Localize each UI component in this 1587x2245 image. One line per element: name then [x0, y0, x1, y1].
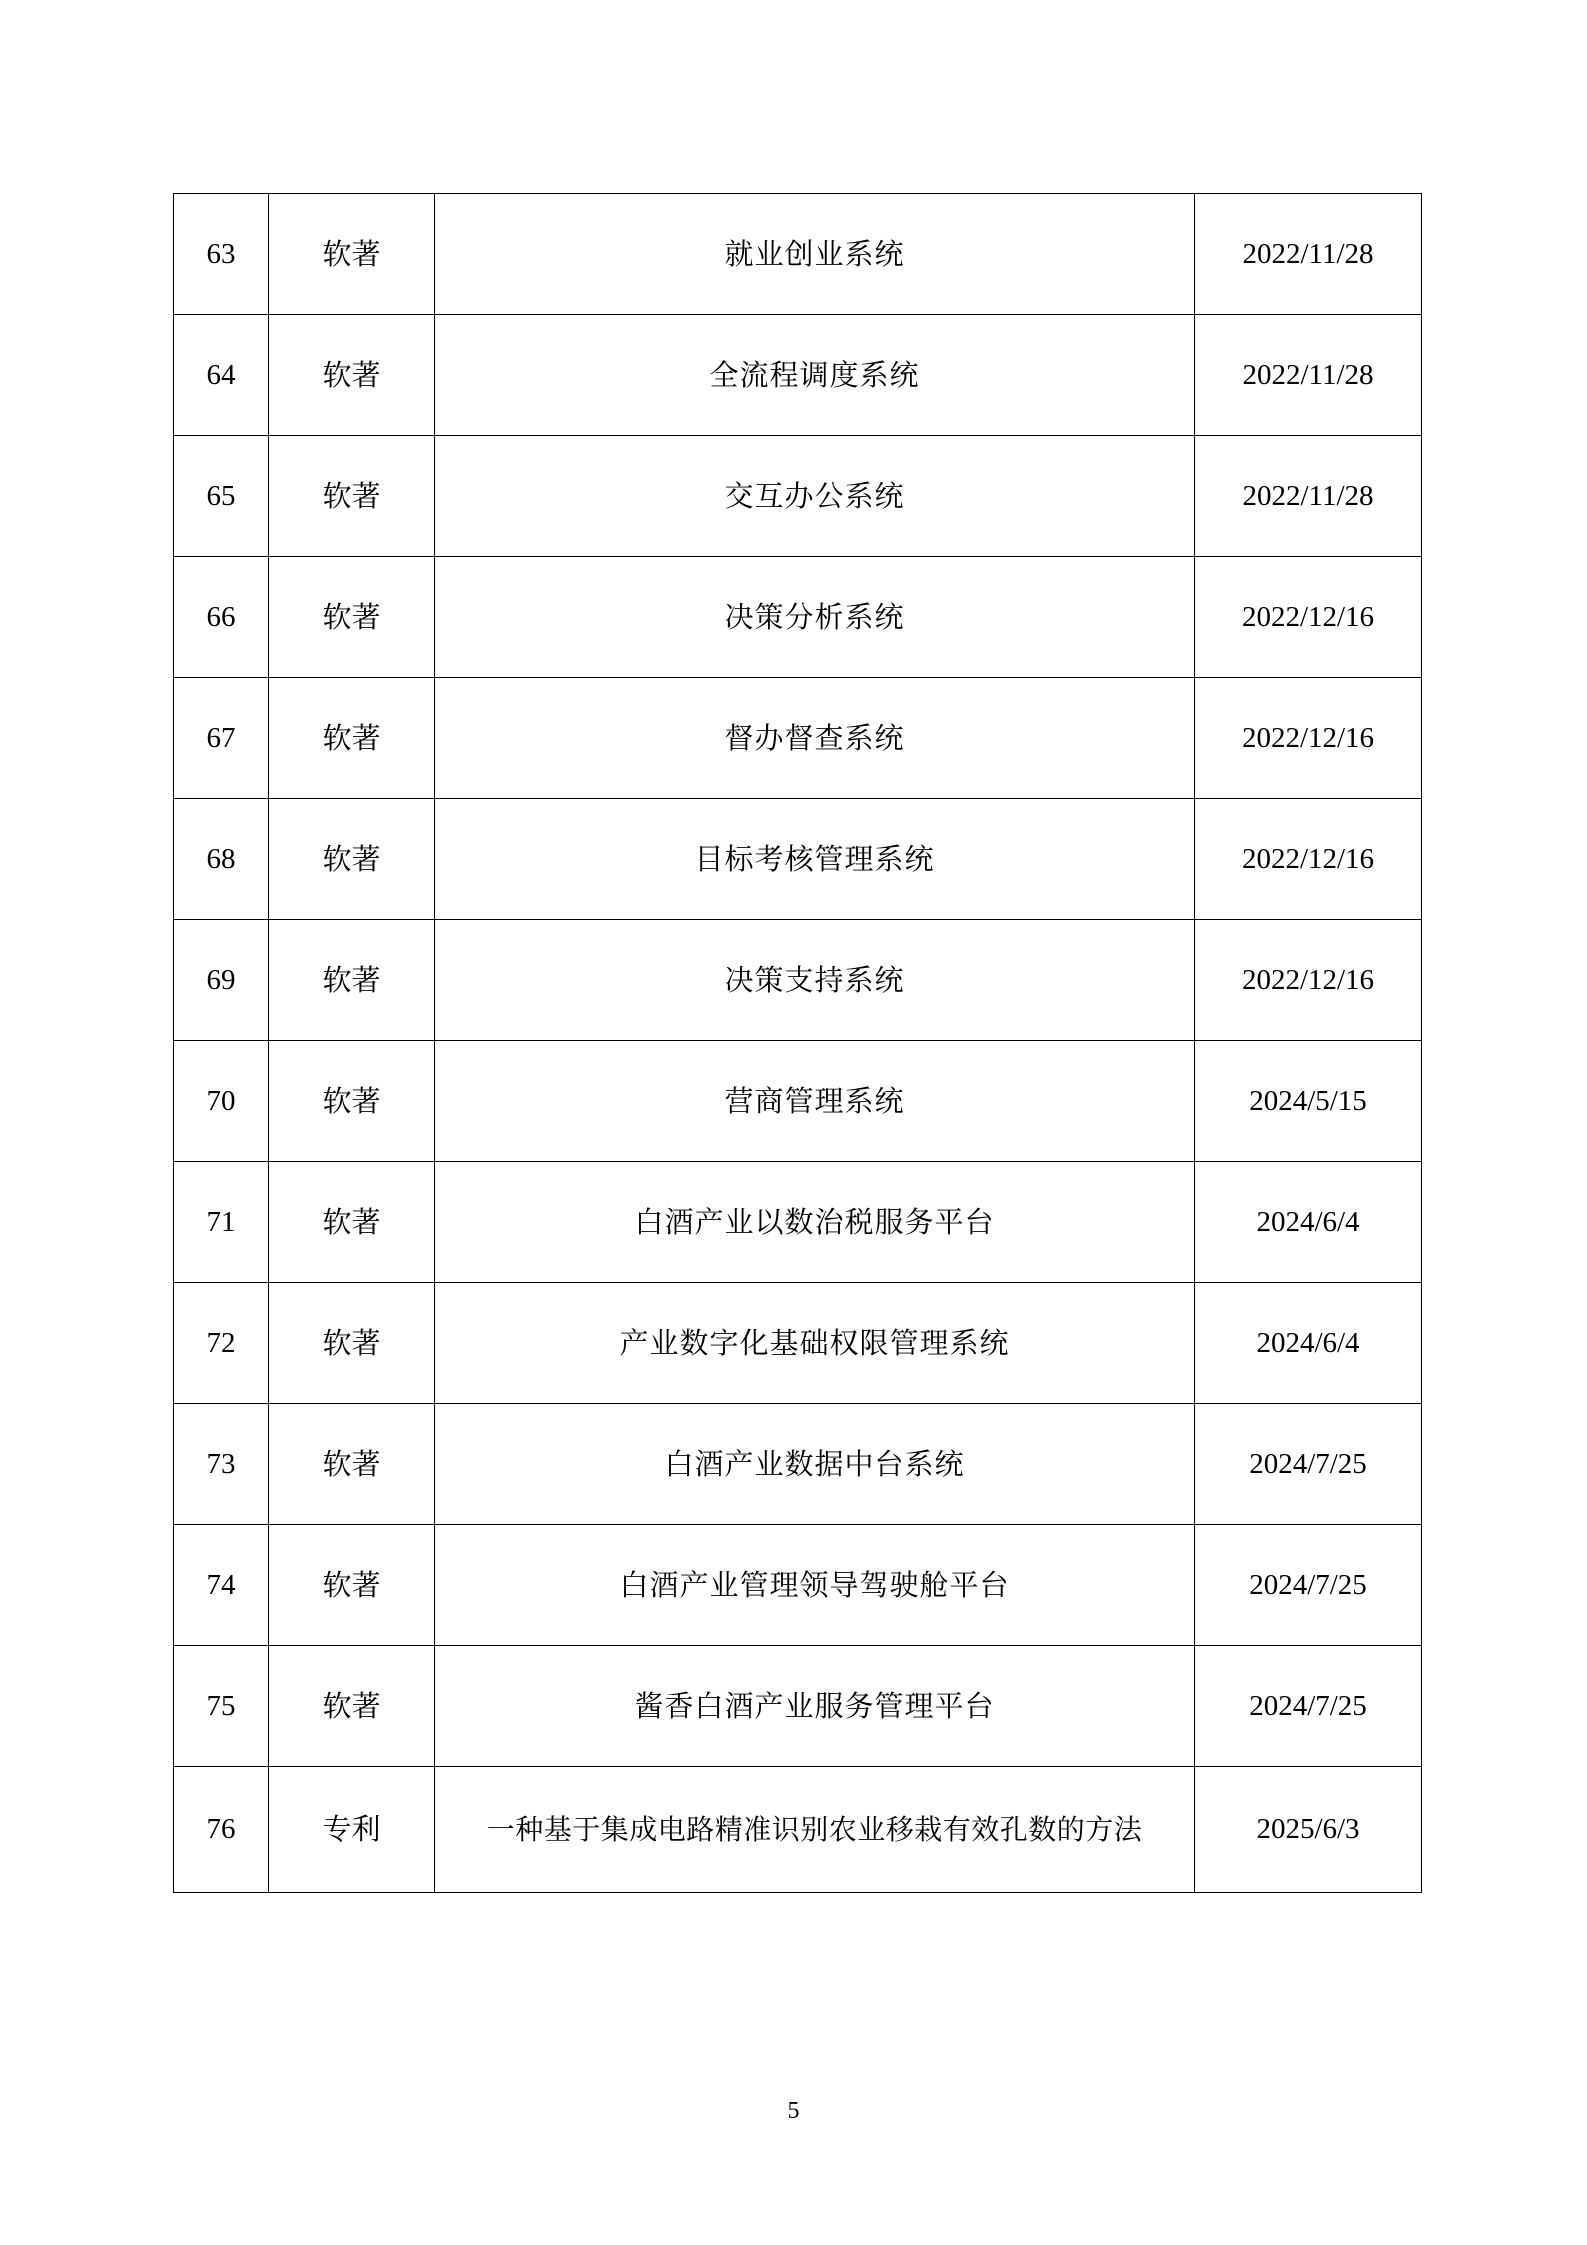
record-date-cell: 2022/12/16: [1195, 920, 1422, 1041]
serial-number-cell: 76: [174, 1767, 269, 1893]
table-row: [174, 1646, 1422, 1767]
serial-number-cell: 73: [174, 1404, 269, 1525]
table-row: [174, 1404, 1422, 1525]
record-name-cell: 一种基于集成电路精准识别农业移栽有效孔数的方法: [435, 1767, 1195, 1893]
record-name-cell: 产业数字化基础权限管理系统: [435, 1283, 1195, 1404]
record-date-cell: 2022/12/16: [1195, 678, 1422, 799]
ip-records-table: [173, 193, 1422, 1893]
table-row: [174, 1283, 1422, 1404]
record-type-cell: 软著: [269, 315, 435, 436]
record-name-cell: 决策分析系统: [435, 557, 1195, 678]
record-date-cell: 2022/11/28: [1195, 194, 1422, 315]
page-number: 5: [787, 2098, 800, 2124]
record-type-cell: 软著: [269, 1646, 435, 1767]
record-name-cell: 营商管理系统: [435, 1041, 1195, 1162]
record-type-cell: 软著: [269, 557, 435, 678]
record-date-cell: 2025/6/3: [1195, 1767, 1422, 1893]
record-date-cell: 2022/11/28: [1195, 315, 1422, 436]
serial-number-cell: 68: [174, 799, 269, 920]
record-name-cell: 白酒产业数据中台系统: [435, 1404, 1195, 1525]
serial-number-cell: 64: [174, 315, 269, 436]
record-type-cell: 软著: [269, 799, 435, 920]
record-type-cell: 软著: [269, 1525, 435, 1646]
table-row: [174, 1041, 1422, 1162]
record-type-cell: 软著: [269, 436, 435, 557]
record-type-cell: 软著: [269, 678, 435, 799]
serial-number-cell: 65: [174, 436, 269, 557]
record-name-cell: 目标考核管理系统: [435, 799, 1195, 920]
record-date-cell: 2024/7/25: [1195, 1404, 1422, 1525]
table-row: [174, 194, 1422, 315]
record-name-cell: 白酒产业以数治税服务平台: [435, 1162, 1195, 1283]
record-date-cell: 2024/5/15: [1195, 1041, 1422, 1162]
table-row: [174, 1162, 1422, 1283]
serial-number-cell: 71: [174, 1162, 269, 1283]
record-date-cell: 2022/12/16: [1195, 557, 1422, 678]
table-row: [174, 1767, 1422, 1893]
record-name-cell: 全流程调度系统: [435, 315, 1195, 436]
table-row: [174, 678, 1422, 799]
serial-number-cell: 74: [174, 1525, 269, 1646]
record-type-cell: 软著: [269, 1041, 435, 1162]
serial-number-cell: 66: [174, 557, 269, 678]
record-name-cell: 交互办公系统: [435, 436, 1195, 557]
record-date-cell: 2022/12/16: [1195, 799, 1422, 920]
record-name-cell: 督办督查系统: [435, 678, 1195, 799]
record-type-cell: 软著: [269, 920, 435, 1041]
serial-number-cell: 70: [174, 1041, 269, 1162]
record-name-cell: 酱香白酒产业服务管理平台: [435, 1646, 1195, 1767]
table-row: [174, 315, 1422, 436]
table-row: [174, 1525, 1422, 1646]
serial-number-cell: 67: [174, 678, 269, 799]
record-name-cell: 白酒产业管理领导驾驶舱平台: [435, 1525, 1195, 1646]
table-row: [174, 920, 1422, 1041]
record-type-cell: 专利: [269, 1767, 435, 1893]
table-row: [174, 799, 1422, 920]
table-row: [174, 557, 1422, 678]
serial-number-cell: 69: [174, 920, 269, 1041]
record-type-cell: 软著: [269, 1283, 435, 1404]
record-date-cell: 2022/11/28: [1195, 436, 1422, 557]
record-type-cell: 软著: [269, 194, 435, 315]
record-date-cell: 2024/7/25: [1195, 1525, 1422, 1646]
serial-number-cell: 72: [174, 1283, 269, 1404]
table-row: [174, 436, 1422, 557]
serial-number-cell: 63: [174, 194, 269, 315]
record-date-cell: 2024/7/25: [1195, 1646, 1422, 1767]
record-date-cell: 2024/6/4: [1195, 1162, 1422, 1283]
record-name-cell: 就业创业系统: [435, 194, 1195, 315]
serial-number-cell: 75: [174, 1646, 269, 1767]
record-date-cell: 2024/6/4: [1195, 1283, 1422, 1404]
record-type-cell: 软著: [269, 1162, 435, 1283]
record-name-cell: 决策支持系统: [435, 920, 1195, 1041]
record-type-cell: 软著: [269, 1404, 435, 1525]
